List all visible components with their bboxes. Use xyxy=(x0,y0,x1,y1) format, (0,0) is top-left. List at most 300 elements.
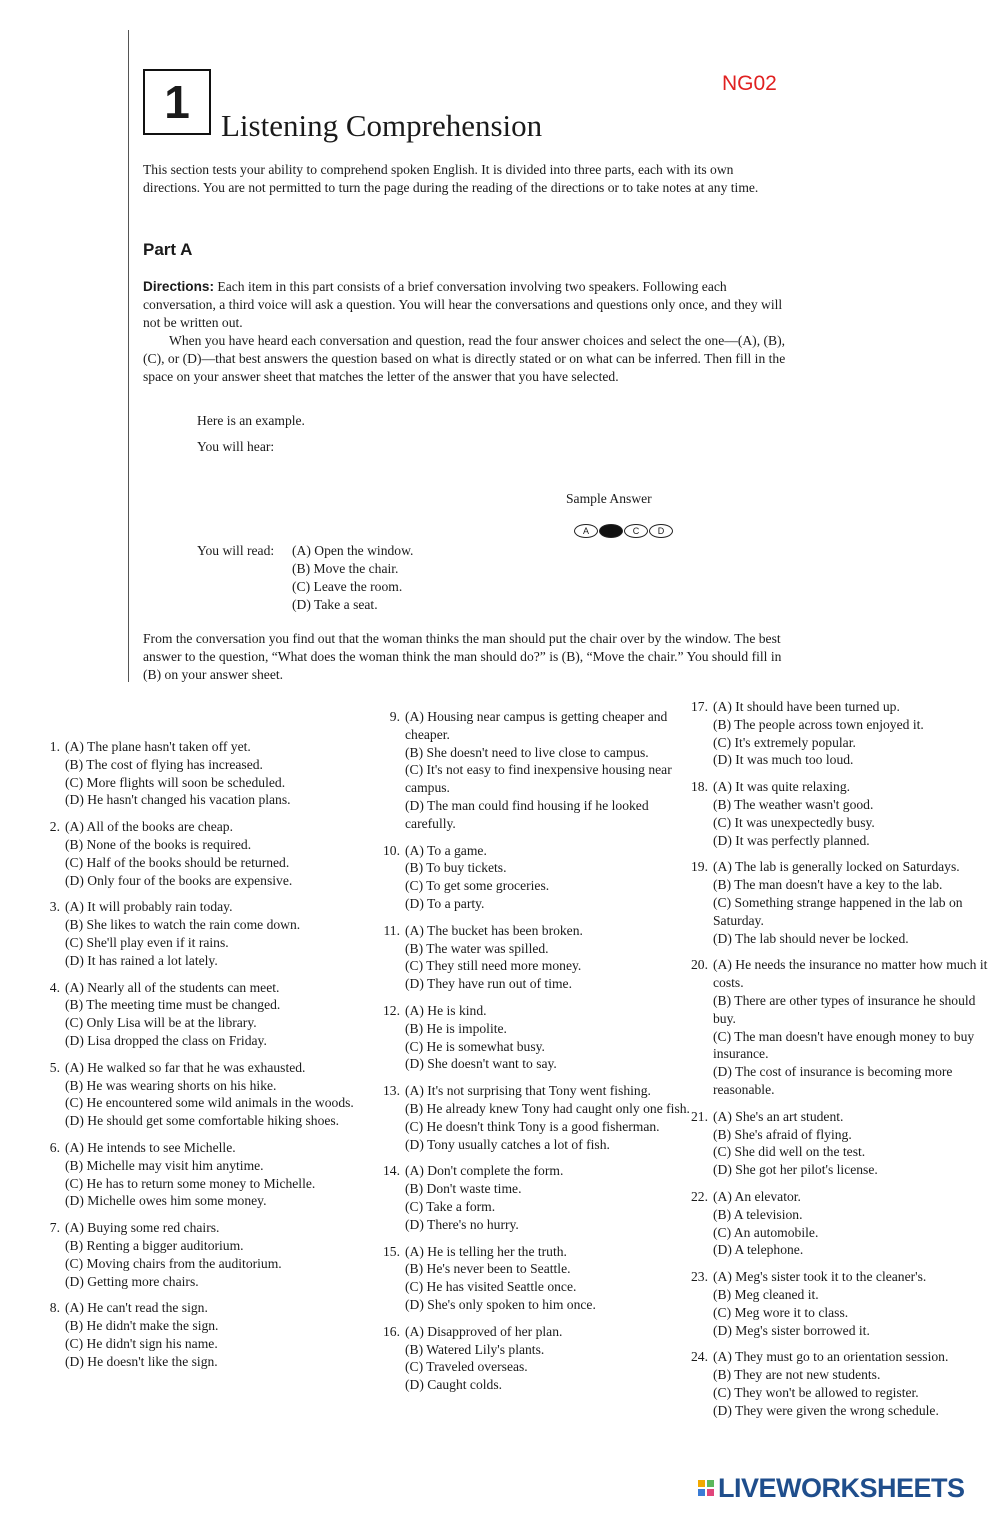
answer-option-text: (B) The water was spilled. xyxy=(405,940,549,956)
answer-option-text: (A) He intends to see Michelle. xyxy=(65,1139,236,1155)
answer-option-text: (A) He needs the insurance no matter how much it costs. xyxy=(713,957,988,991)
answer-option-text: (B) Don't waste time. xyxy=(405,1181,522,1197)
question-number xyxy=(30,934,65,952)
question-number xyxy=(672,992,713,1028)
answer-option[interactable] xyxy=(672,930,997,948)
answer-option-text: (D) They were given the wrong schedule. xyxy=(713,1402,939,1418)
question-item xyxy=(672,778,997,849)
answer-option[interactable] xyxy=(362,1082,692,1100)
question-item xyxy=(362,1323,692,1394)
logo-square xyxy=(698,1489,705,1496)
answer-option[interactable] xyxy=(30,898,370,916)
question-number: 16. xyxy=(383,1323,400,1339)
answer-option-text: (D) Caught colds. xyxy=(405,1377,503,1393)
answer-option[interactable] xyxy=(30,1299,370,1317)
question-number xyxy=(30,1255,65,1273)
logo-square xyxy=(707,1480,714,1487)
bubble-c: C xyxy=(624,524,648,538)
answer-option[interactable] xyxy=(30,1059,370,1077)
question-number xyxy=(362,761,405,797)
question-number xyxy=(362,1180,405,1198)
answer-option-text: (B) The weather wasn't good. xyxy=(713,796,874,812)
directions-label: Directions: xyxy=(143,279,215,294)
answer-option[interactable] xyxy=(362,1341,692,1359)
logo-square xyxy=(698,1480,705,1487)
question-number: 6. xyxy=(49,1139,60,1155)
answer-option[interactable] xyxy=(30,738,370,756)
answer-option[interactable] xyxy=(30,952,370,970)
question-number xyxy=(30,1237,65,1255)
question-number xyxy=(672,716,713,734)
answer-option[interactable] xyxy=(672,1384,997,1402)
answer-option[interactable] xyxy=(30,1237,370,1255)
answer-option-text: (D) To a party. xyxy=(405,895,485,911)
answer-option-text: (B) He is impolite. xyxy=(405,1020,507,1036)
answer-option-text: (B) She's afraid of flying. xyxy=(713,1126,852,1142)
questions-column-1 xyxy=(30,738,370,1380)
answer-option-text: (A) Housing near campus is getting cheaper and cheaper. xyxy=(405,709,668,742)
answer-option-text: (A) The plane hasn't taken off yet. xyxy=(65,739,251,754)
answer-option[interactable] xyxy=(30,996,370,1014)
question-number xyxy=(362,1118,405,1136)
question-number xyxy=(30,1175,65,1193)
answer-option-text: (D) She's only spoken to him once. xyxy=(405,1296,596,1312)
answer-option[interactable] xyxy=(672,796,997,814)
answer-option-text: (C) He didn't sign his name. xyxy=(65,1335,218,1351)
answer-option-text: (B) He already knew Tony had caught only one fish. xyxy=(405,1100,690,1116)
answer-option[interactable] xyxy=(672,734,997,752)
question-number xyxy=(672,876,713,894)
question-number: 12. xyxy=(383,1002,400,1018)
answer-option[interactable] xyxy=(30,1317,370,1335)
answer-option-text: (A) All of the books are cheap. xyxy=(65,819,233,835)
question-number xyxy=(672,1402,713,1420)
question-number xyxy=(362,877,405,895)
answer-option[interactable] xyxy=(30,916,370,934)
answer-option-text: (A) He is kind. xyxy=(405,1002,487,1018)
question-number xyxy=(362,1278,405,1296)
example-option-b: (B) Move the chair. xyxy=(292,561,399,576)
question-number: 14. xyxy=(383,1163,400,1179)
sample-answer-label: Sample Answer xyxy=(566,491,652,506)
question-number xyxy=(672,894,713,930)
answer-option-text: (D) Tony usually catches a lot of fish. xyxy=(405,1136,610,1152)
question-number xyxy=(362,957,405,975)
question-number: 15. xyxy=(383,1243,400,1259)
answer-option[interactable] xyxy=(362,1020,692,1038)
answer-option-text: (C) Only Lisa will be at the library. xyxy=(65,1015,257,1031)
answer-option-text: (C) Meg wore it to class. xyxy=(713,1304,849,1320)
question-number: 1. xyxy=(49,739,60,754)
example-explanation: From the conversation you find out that the woman thinks the man should put the chair over by the window. The best answer to the question, “What does the woman think the man should do?” is (B), “Move the chair.” You should fill in (B) on your answer sheet. xyxy=(143,631,782,682)
answer-option-text: (A) It should have been turned up. xyxy=(713,699,900,714)
question-number: 18. xyxy=(691,779,708,795)
answer-option-text: (A) It was quite relaxing. xyxy=(713,779,851,795)
answer-option-text: (D) It was much too loud. xyxy=(713,752,854,768)
answer-option-text: (C) She'll play even if it rains. xyxy=(65,934,229,950)
answer-option-text: (C) They still need more money. xyxy=(405,958,582,974)
answer-option[interactable] xyxy=(30,1353,370,1371)
answer-option[interactable] xyxy=(30,1175,370,1193)
answer-option[interactable] xyxy=(362,842,692,860)
answer-option[interactable] xyxy=(30,1335,370,1353)
answer-option[interactable] xyxy=(362,877,692,895)
answer-option[interactable] xyxy=(30,1192,370,1210)
answer-option-text: (D) She doesn't want to say. xyxy=(405,1056,557,1072)
logo-grid-icon xyxy=(698,1480,714,1496)
question-number xyxy=(362,1100,405,1118)
answer-option[interactable] xyxy=(672,1268,997,1286)
question-number xyxy=(362,797,405,833)
answer-option-text: (A) Meg's sister took it to the cleaner's. xyxy=(713,1269,927,1285)
answer-option[interactable] xyxy=(362,744,692,762)
answer-option-text: (C) To get some groceries. xyxy=(405,878,550,894)
answer-option[interactable] xyxy=(30,791,370,809)
answer-option-text: (D) He should get some comfortable hiking shoes. xyxy=(65,1113,340,1129)
answer-option[interactable] xyxy=(672,832,997,850)
answer-option[interactable] xyxy=(30,1219,370,1237)
answer-option[interactable] xyxy=(672,992,997,1028)
question-number xyxy=(30,1077,65,1095)
worksheet-code: NG02 xyxy=(722,72,777,95)
question-item xyxy=(362,1162,692,1233)
question-number xyxy=(362,975,405,993)
answer-option[interactable] xyxy=(362,1358,692,1376)
answer-option-text: (D) The man could find housing if he looked carefully. xyxy=(405,797,649,831)
answer-option[interactable] xyxy=(672,1241,997,1259)
answer-option-text: (A) The lab is generally locked on Saturdays. xyxy=(713,859,960,875)
margin-rule xyxy=(128,30,129,682)
section-number-box: 1 xyxy=(143,69,211,135)
question-number xyxy=(362,1296,405,1314)
answer-option[interactable] xyxy=(362,859,692,877)
question-item xyxy=(672,1348,997,1419)
question-number: 17. xyxy=(691,699,708,714)
answer-option-text: (C) It's not easy to find inexpensive housing near campus. xyxy=(405,762,672,796)
answer-option-text: (C) More flights will soon be scheduled. xyxy=(65,774,286,790)
question-number xyxy=(672,1028,713,1064)
answer-option-text: (A) Buying some red chairs. xyxy=(65,1220,220,1236)
answer-option[interactable] xyxy=(362,922,692,940)
question-number: 20. xyxy=(691,957,708,973)
answer-option[interactable] xyxy=(362,895,692,913)
answer-option[interactable] xyxy=(362,1198,692,1216)
question-number xyxy=(672,796,713,814)
answer-option-text: (D) Only four of the books are expensive. xyxy=(65,872,293,888)
question-number xyxy=(672,1241,713,1259)
answer-option-text: (A) An elevator. xyxy=(713,1188,801,1204)
question-number: 8. xyxy=(49,1300,60,1316)
answer-option[interactable] xyxy=(30,756,370,774)
answer-option[interactable] xyxy=(30,1032,370,1050)
question-number xyxy=(30,1317,65,1335)
answer-option[interactable] xyxy=(672,1224,997,1242)
directions-text-1: Each item in this part consists of a brief conversation involving two speakers. Following each conversation, a third voice will ask a question. You will hear the conversations and questions only once, and they will not be written out. xyxy=(143,279,783,330)
answer-option[interactable] xyxy=(362,1100,692,1118)
answer-option-text: (A) The bucket has been broken. xyxy=(405,922,583,938)
answer-option[interactable] xyxy=(30,774,370,792)
answer-option[interactable] xyxy=(362,1002,692,1020)
answer-option-text: (C) He is somewhat busy. xyxy=(405,1038,545,1054)
bubble-b-filled: B xyxy=(599,524,623,538)
question-number xyxy=(672,1143,713,1161)
answer-option-text: (A) He walked so far that he was exhausted. xyxy=(65,1059,306,1075)
answer-option[interactable] xyxy=(672,1063,997,1099)
answer-option-text: (B) He was wearing shorts on his hike. xyxy=(65,1077,277,1093)
answer-option[interactable] xyxy=(672,1322,997,1340)
question-number: 5. xyxy=(49,1059,60,1075)
answer-option[interactable] xyxy=(30,934,370,952)
answer-option[interactable] xyxy=(362,761,692,797)
answer-option-text: (B) She likes to watch the rain come down. xyxy=(65,917,301,933)
answer-option-text: (B) She doesn't need to live close to campus. xyxy=(405,744,649,760)
questions-column-3 xyxy=(672,698,997,1428)
bubble-a: A xyxy=(574,524,598,538)
answer-option[interactable] xyxy=(30,854,370,872)
answer-option-text: (B) Renting a bigger auditorium. xyxy=(65,1237,244,1253)
question-number xyxy=(30,756,65,774)
example-option-d: (D) Take a seat. xyxy=(292,597,378,612)
answer-option[interactable] xyxy=(672,1143,997,1161)
question-number xyxy=(672,1224,713,1242)
answer-option[interactable] xyxy=(362,975,692,993)
question-number xyxy=(672,1161,713,1179)
question-number: 2. xyxy=(49,819,60,835)
answer-option-text: (B) He didn't make the sign. xyxy=(65,1318,219,1334)
question-number: 9. xyxy=(389,709,400,724)
answer-option[interactable] xyxy=(30,836,370,854)
answer-option[interactable] xyxy=(362,1376,692,1394)
answer-option-text: (D) The lab should never be locked. xyxy=(713,930,909,946)
question-number xyxy=(362,1341,405,1359)
answer-option[interactable] xyxy=(672,858,997,876)
question-item xyxy=(362,708,692,833)
question-number: 10. xyxy=(383,842,400,858)
answer-option[interactable] xyxy=(672,1126,997,1144)
question-number xyxy=(30,952,65,970)
answer-option-text: (D) She got her pilot's license. xyxy=(713,1162,878,1178)
liveworksheets-logo xyxy=(698,1472,965,1504)
question-number xyxy=(672,1384,713,1402)
answer-option[interactable] xyxy=(672,1188,997,1206)
answer-option[interactable] xyxy=(672,1304,997,1322)
answer-option[interactable] xyxy=(362,940,692,958)
answer-option[interactable] xyxy=(30,1157,370,1175)
question-item xyxy=(672,1188,997,1259)
answer-option-text: (B) The cost of flying has increased. xyxy=(65,756,263,772)
question-number xyxy=(362,1376,405,1394)
question-item xyxy=(362,1082,692,1153)
question-number xyxy=(362,940,405,958)
answer-option-text: (C) Half of the books should be returned. xyxy=(65,854,290,870)
answer-option[interactable] xyxy=(362,1216,692,1234)
answer-option[interactable] xyxy=(672,1348,997,1366)
question-number xyxy=(30,774,65,792)
answer-option-text: (A) Don't complete the form. xyxy=(405,1163,564,1179)
answer-option[interactable] xyxy=(362,1296,692,1314)
question-number xyxy=(30,996,65,1014)
answer-option-text: (D) It was perfectly planned. xyxy=(713,832,870,848)
you-will-hear-label: You will hear: xyxy=(197,439,275,454)
answer-option-text: (B) The man doesn't have a key to the lab. xyxy=(713,877,943,893)
question-number: 22. xyxy=(691,1188,708,1204)
answer-option[interactable] xyxy=(672,1206,997,1224)
question-number: 4. xyxy=(49,979,60,995)
question-number xyxy=(30,1273,65,1291)
answer-option[interactable] xyxy=(362,1136,692,1154)
answer-option[interactable] xyxy=(362,797,692,833)
answer-option[interactable] xyxy=(672,1108,997,1126)
answer-option[interactable] xyxy=(672,716,997,734)
answer-option[interactable] xyxy=(362,1243,692,1261)
question-number xyxy=(362,895,405,913)
answer-option[interactable] xyxy=(30,1077,370,1095)
answer-option-text: (D) They have run out of time. xyxy=(405,976,572,992)
answer-option-text: (A) Disapproved of her plan. xyxy=(405,1323,563,1339)
question-number xyxy=(362,1020,405,1038)
answer-option-text: (B) They are not new students. xyxy=(713,1367,881,1383)
question-number xyxy=(672,1304,713,1322)
answer-option-text: (B) To buy tickets. xyxy=(405,860,507,876)
answer-option[interactable] xyxy=(362,1055,692,1073)
question-item xyxy=(30,898,370,969)
answer-option-text: (B) Michelle may visit him anytime. xyxy=(65,1157,264,1173)
question-number xyxy=(30,1014,65,1032)
answer-option-text: (D) The cost of insurance is becoming more reasonable. xyxy=(713,1064,953,1097)
answer-option-text: (D) Lisa dropped the class on Friday. xyxy=(65,1032,267,1048)
answer-option[interactable] xyxy=(672,814,997,832)
question-number xyxy=(672,1322,713,1340)
answer-option-text: (A) Nearly all of the students can meet. xyxy=(65,979,280,995)
question-number xyxy=(30,872,65,890)
answer-option[interactable] xyxy=(30,872,370,890)
answer-option-text: (B) Meg cleaned it. xyxy=(713,1286,819,1302)
answer-option-text: (B) He's never been to Seattle. xyxy=(405,1261,571,1277)
answer-option-text: (C) He has to return some money to Michelle. xyxy=(65,1175,316,1191)
question-number xyxy=(362,1136,405,1154)
question-number xyxy=(30,1335,65,1353)
answer-option-text: (C) It's extremely popular. xyxy=(713,734,856,750)
answer-option[interactable] xyxy=(672,956,997,992)
answer-option[interactable] xyxy=(362,957,692,975)
question-number xyxy=(672,1286,713,1304)
answer-option[interactable] xyxy=(672,778,997,796)
answer-option[interactable] xyxy=(30,1273,370,1291)
answer-option[interactable] xyxy=(30,1112,370,1130)
answer-option-text: (A) She's an art student. xyxy=(713,1108,844,1124)
answer-option[interactable] xyxy=(30,818,370,836)
answer-option[interactable] xyxy=(30,1139,370,1157)
answer-option-text: (D) He doesn't like the sign. xyxy=(65,1353,218,1369)
answer-option-text: (D) He hasn't changed his vacation plans. xyxy=(65,792,291,808)
question-number xyxy=(672,734,713,752)
question-number: 24. xyxy=(691,1349,708,1365)
example-option-a: (A) Open the window. xyxy=(292,543,414,558)
answer-option[interactable] xyxy=(672,751,997,769)
answer-option[interactable] xyxy=(672,1402,997,1420)
answer-option-text: (D) Michelle owes him some money. xyxy=(65,1193,267,1209)
question-number xyxy=(30,916,65,934)
answer-option[interactable] xyxy=(362,1260,692,1278)
answer-option[interactable] xyxy=(362,1162,692,1180)
question-number xyxy=(672,1126,713,1144)
answer-option-text: (D) A telephone. xyxy=(713,1242,804,1258)
example-intro: Here is an example. xyxy=(197,413,305,428)
answer-option[interactable] xyxy=(30,1014,370,1032)
answer-option-text: (A) They must go to an orientation session. xyxy=(713,1349,949,1365)
question-number: 11. xyxy=(383,922,400,938)
you-will-read-label: You will read: xyxy=(197,543,275,558)
answer-option[interactable] xyxy=(362,1038,692,1056)
question-item xyxy=(30,818,370,889)
question-number xyxy=(362,744,405,762)
answer-option[interactable] xyxy=(362,1278,692,1296)
question-item xyxy=(30,1059,370,1130)
question-number xyxy=(30,854,65,872)
answer-option-text: (C) Moving chairs from the auditorium. xyxy=(65,1255,282,1271)
question-number xyxy=(30,1192,65,1210)
answer-option[interactable] xyxy=(362,1180,692,1198)
answer-option[interactable] xyxy=(672,1161,997,1179)
answer-option-text: (B) The people across town enjoyed it. xyxy=(713,716,924,732)
example-option-c: (C) Leave the room. xyxy=(292,579,403,594)
question-item xyxy=(362,1243,692,1314)
question-number xyxy=(30,1157,65,1175)
answer-option[interactable] xyxy=(362,708,692,744)
answer-option-text: (D) Getting more chairs. xyxy=(65,1273,199,1289)
answer-option[interactable] xyxy=(672,894,997,930)
answer-option-text: (C) He doesn't think Tony is a good fisherman. xyxy=(405,1118,660,1134)
answer-option[interactable] xyxy=(672,1028,997,1064)
question-number xyxy=(30,791,65,809)
answer-option-text: (C) An automobile. xyxy=(713,1224,819,1240)
bubble-d: D xyxy=(649,524,673,538)
question-item xyxy=(30,979,370,1050)
question-number xyxy=(672,832,713,850)
answer-option[interactable] xyxy=(362,1323,692,1341)
answer-option[interactable] xyxy=(672,698,997,716)
question-number xyxy=(672,814,713,832)
answer-option[interactable] xyxy=(30,979,370,997)
question-number xyxy=(30,1112,65,1130)
directions-text-2: When you have heard each conversation and question, read the four answer choices and select the one—(A), (B), (C), or (D)—that best answers the question based on what is directly stated or on what can be inferred. Then fill in the space on your answer sheet that matches the letter of the answer that you have selected. xyxy=(143,333,786,384)
question-item xyxy=(672,956,997,1098)
answer-option-text: (D) Meg's sister borrowed it. xyxy=(713,1322,870,1338)
answer-option-text: (A) To a game. xyxy=(405,842,487,858)
question-item xyxy=(30,1219,370,1290)
answer-option[interactable] xyxy=(672,876,997,894)
answer-option[interactable] xyxy=(30,1094,370,1112)
answer-option[interactable] xyxy=(672,1286,997,1304)
answer-option[interactable] xyxy=(672,1366,997,1384)
section-intro: This section tests your ability to comprehend spoken English. It is divided into three parts, each with its own directions. You are not permitted to turn the page during the reading of the directions or to take notes at any time. xyxy=(143,162,759,195)
answer-option-text: (A) He can't read the sign. xyxy=(65,1300,208,1316)
logo-square xyxy=(707,1489,714,1496)
question-number xyxy=(672,1206,713,1224)
answer-option[interactable] xyxy=(362,1118,692,1136)
question-item xyxy=(672,698,997,769)
answer-option-text: (C) Something strange happened in the lab on Saturday. xyxy=(713,894,963,928)
question-number xyxy=(362,1260,405,1278)
answer-option-text: (C) Traveled overseas. xyxy=(405,1359,528,1375)
question-number: 19. xyxy=(691,859,708,875)
question-number xyxy=(30,1094,65,1112)
question-item xyxy=(362,922,692,993)
answer-option-text: (C) She did well on the test. xyxy=(713,1144,866,1160)
sample-answer-bubbles xyxy=(574,522,674,538)
question-number: 3. xyxy=(49,899,60,915)
answer-option[interactable] xyxy=(30,1255,370,1273)
